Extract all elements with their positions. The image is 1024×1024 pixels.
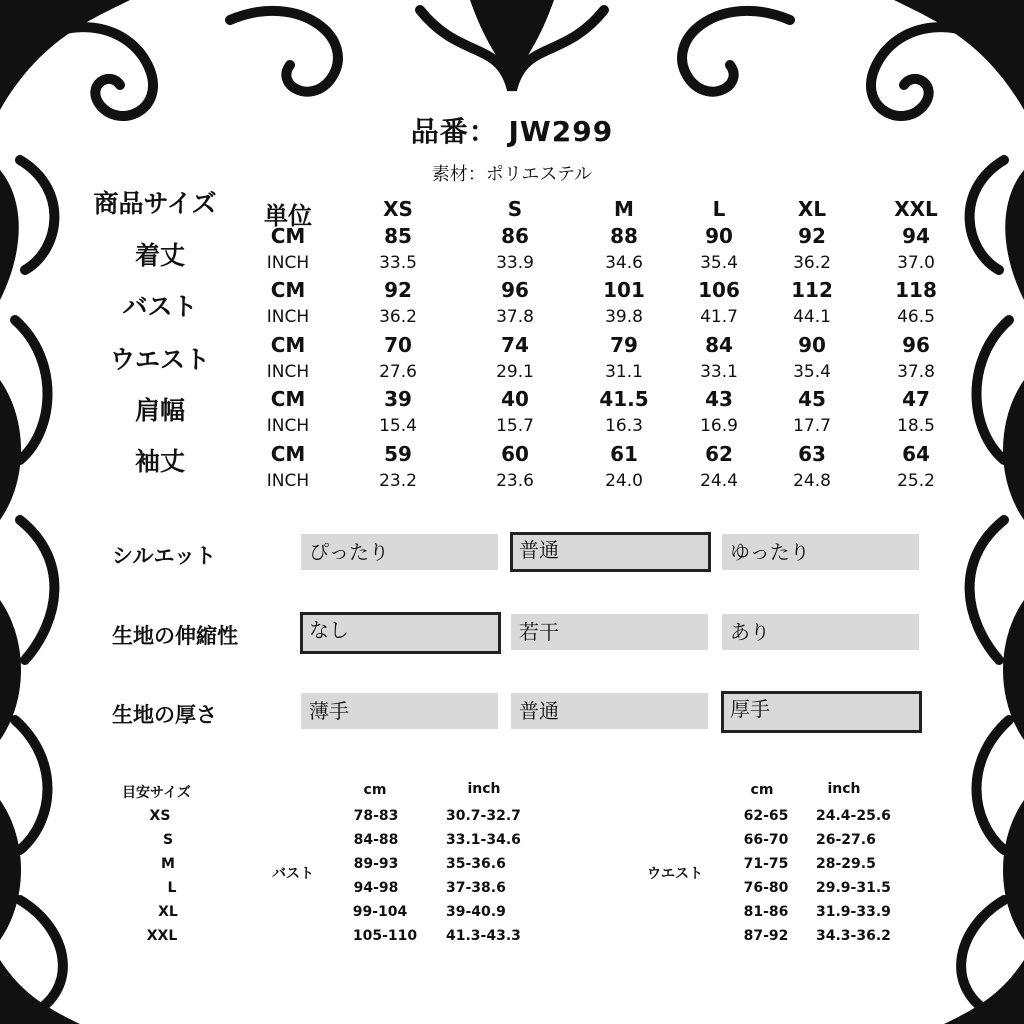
- inch-value: 33.9: [496, 253, 534, 273]
- unit-inch: INCH: [266, 362, 310, 382]
- inch-value: 44.1: [793, 307, 831, 327]
- cm-value: 59: [384, 442, 412, 466]
- row-label-length: 着丈: [134, 241, 185, 270]
- guide-bust-inch: 30.7-32.7: [446, 808, 521, 824]
- inch-value: 33.5: [379, 253, 417, 273]
- guide-waist-cm: 81-86: [743, 904, 789, 920]
- thickness-option-regular: 普通: [511, 693, 708, 729]
- cm-value: 70: [384, 333, 412, 357]
- inch-value: 25.2: [897, 471, 935, 491]
- inch-value: 36.2: [793, 253, 831, 273]
- size-header: XS: [383, 197, 413, 221]
- guide-bust-cm: 84-88: [353, 832, 399, 848]
- cm-value: 84: [705, 333, 733, 357]
- inch-value: 24.0: [605, 471, 643, 491]
- product-number-title: 品番： JW299: [410, 115, 614, 148]
- guide-waist-cm-header: cm: [750, 782, 774, 798]
- unit-cm: CM: [270, 387, 306, 411]
- guide-waist-cm: 66-70: [743, 832, 789, 848]
- cm-value: 43: [705, 387, 733, 411]
- cm-value: 92: [384, 278, 412, 302]
- size-table-corner-label: 商品サイズ: [93, 189, 217, 218]
- cm-value: 101: [603, 278, 645, 302]
- guide-waist-inch: 29.9-31.5: [816, 880, 891, 896]
- guide-size: M: [161, 856, 175, 872]
- inch-value: 36.2: [379, 307, 417, 327]
- unit-inch: INCH: [266, 416, 310, 436]
- cm-value: 94: [902, 224, 930, 248]
- guide-waist-cm: 71-75: [743, 856, 789, 872]
- cm-value: 63: [798, 442, 826, 466]
- cm-value: 92: [798, 224, 826, 248]
- cm-value: 88: [610, 224, 638, 248]
- row-label-waist: ウエスト: [109, 345, 210, 374]
- guide-waist-inch: 31.9-33.9: [816, 904, 891, 920]
- cm-value: 79: [610, 333, 638, 357]
- size-guide-title: 目安サイズ: [122, 785, 191, 801]
- guide-waist-inch-header: inch: [827, 781, 861, 797]
- guide-size: XL: [158, 904, 178, 920]
- guide-bust-inch: 41.3-43.3: [446, 928, 521, 944]
- size-header: XL: [797, 197, 827, 221]
- guide-size: XS: [149, 808, 171, 824]
- unit-cm: CM: [270, 442, 306, 466]
- guide-bust-inch: 37-38.6: [446, 880, 506, 896]
- guide-waist-cm: 62-65: [743, 808, 789, 824]
- guide-bust-inch: 35-36.6: [446, 856, 506, 872]
- guide-waist-inch: 34.3-36.2: [816, 928, 891, 944]
- guide-waist-inch: 28-29.5: [816, 856, 876, 872]
- cm-value: 64: [902, 442, 930, 466]
- inch-value: 17.7: [793, 416, 831, 436]
- guide-waist-label: ウエスト: [647, 866, 703, 882]
- cm-value: 90: [705, 224, 733, 248]
- inch-value: 27.6: [379, 362, 417, 382]
- inch-value: 46.5: [897, 307, 935, 327]
- inch-value: 41.7: [700, 307, 738, 327]
- inch-value: 37.8: [897, 362, 935, 382]
- cm-value: 74: [501, 333, 529, 357]
- guide-bust-cm: 94-98: [353, 880, 399, 896]
- silhouette-option-regular-selected: 普通: [510, 532, 711, 572]
- guide-size: XXL: [146, 928, 178, 944]
- unit-header: 単位: [264, 202, 312, 230]
- inch-value: 18.5: [897, 416, 935, 436]
- row-label-bust: バスト: [122, 292, 198, 321]
- cm-value: 118: [895, 278, 937, 302]
- guide-bust-inch: 33.1-34.6: [446, 832, 521, 848]
- inch-value: 37.8: [496, 307, 534, 327]
- guide-size: L: [167, 880, 177, 896]
- material-label: 素材：ポリエステル: [431, 164, 593, 185]
- silhouette-label: シルエット: [112, 544, 217, 568]
- guide-waist-cm: 76-80: [743, 880, 789, 896]
- inch-value: 31.1: [605, 362, 643, 382]
- guide-bust-inch-header: inch: [467, 781, 501, 797]
- inch-value: 15.7: [496, 416, 534, 436]
- guide-bust-label: バスト: [272, 866, 314, 882]
- guide-bust-inch: 39-40.9: [446, 904, 506, 920]
- stretch-option-slight: 若干: [511, 614, 708, 650]
- size-header: XXL: [894, 197, 938, 221]
- size-header: S: [507, 197, 523, 221]
- unit-inch: INCH: [266, 471, 310, 491]
- cm-value: 90: [798, 333, 826, 357]
- size-header: L: [712, 197, 726, 221]
- inch-value: 34.6: [605, 253, 643, 273]
- inch-value: 29.1: [496, 362, 534, 382]
- inch-value: 23.6: [496, 471, 534, 491]
- guide-waist-inch: 26-27.6: [816, 832, 876, 848]
- inch-value: 16.3: [605, 416, 643, 436]
- cm-value: 45: [798, 387, 826, 411]
- inch-value: 35.4: [793, 362, 831, 382]
- guide-waist-inch: 24.4-25.6: [816, 808, 891, 824]
- guide-bust-cm-header: cm: [363, 782, 387, 798]
- guide-bust-cm: 89-93: [353, 856, 399, 872]
- cm-value: 96: [501, 278, 529, 302]
- cm-value: 40: [501, 387, 529, 411]
- inch-value: 16.9: [700, 416, 738, 436]
- guide-bust-cm: 78-83: [353, 808, 399, 824]
- inch-value: 24.8: [793, 471, 831, 491]
- silhouette-option-loose: ゆったり: [722, 534, 919, 570]
- row-label-shoulder: 肩幅: [134, 396, 185, 425]
- thickness-option-thick-selected: 厚手: [721, 691, 922, 733]
- stretch-option-yes: あり: [722, 614, 919, 650]
- row-label-sleeve: 袖丈: [134, 447, 185, 476]
- cm-value: 41.5: [599, 387, 649, 411]
- thickness-label: 生地の厚さ: [112, 703, 217, 727]
- unit-cm: CM: [270, 224, 306, 248]
- stretch-label: 生地の伸縮性: [112, 624, 238, 648]
- cm-value: 47: [902, 387, 930, 411]
- unit-inch: INCH: [266, 253, 310, 273]
- inch-value: 15.4: [379, 416, 417, 436]
- inch-value: 39.8: [605, 307, 643, 327]
- unit-cm: CM: [270, 333, 306, 357]
- guide-size: S: [162, 832, 174, 848]
- unit-inch: INCH: [266, 307, 310, 327]
- thickness-option-thin: 薄手: [301, 693, 498, 729]
- guide-waist-cm: 87-92: [743, 928, 789, 944]
- cm-value: 61: [610, 442, 638, 466]
- size-header: M: [614, 197, 634, 221]
- inch-value: 37.0: [897, 253, 935, 273]
- inch-value: 33.1: [700, 362, 738, 382]
- silhouette-option-fitted: ぴったり: [301, 534, 498, 570]
- cm-value: 86: [501, 224, 529, 248]
- cm-value: 112: [791, 278, 833, 302]
- cm-value: 62: [705, 442, 733, 466]
- inch-value: 23.2: [379, 471, 417, 491]
- cm-value: 96: [902, 333, 930, 357]
- cm-value: 39: [384, 387, 412, 411]
- stretch-option-none-selected: なし: [300, 612, 501, 654]
- guide-bust-cm: 105-110: [352, 928, 418, 944]
- cm-value: 60: [501, 442, 529, 466]
- cm-value: 85: [384, 224, 412, 248]
- unit-cm: CM: [270, 278, 306, 302]
- guide-bust-cm: 99-104: [352, 904, 408, 920]
- cm-value: 106: [698, 278, 740, 302]
- inch-value: 24.4: [700, 471, 738, 491]
- inch-value: 35.4: [700, 253, 738, 273]
